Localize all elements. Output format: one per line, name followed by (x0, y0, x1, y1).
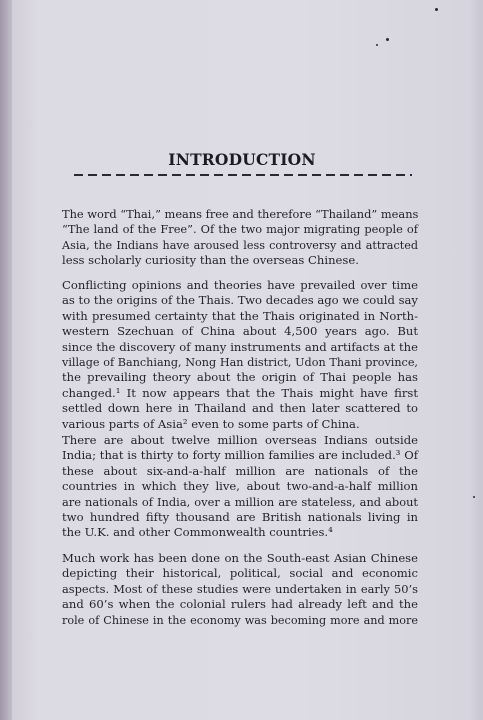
text-line: “The land of the Free”. Of the two major migrating people of (62, 222, 418, 237)
text-line: countries in which they live, about two-and-a-half million (62, 479, 418, 494)
text-line: with presumed certainty that the Thais originated in North- (62, 308, 418, 323)
paragraph-1 (62, 207, 418, 269)
ink-speck (435, 8, 438, 11)
ink-speck (473, 496, 475, 498)
text-line: Asia, the Indians have aroused less controversy and attracted (62, 238, 418, 252)
text-line: as to the origins of the Thais. Two decades ago we could say (62, 293, 418, 308)
text-line: since the discovery of many instruments and artifacts at the (62, 339, 418, 354)
text-line: less scholarly curiosity than the overseas Chinese. (62, 253, 359, 268)
text-line: western Szechuan of China about 4,500 years ago. But (62, 324, 418, 339)
text-line: There are about twelve million overseas Indians outside (62, 433, 418, 447)
chapter-heading: INTRODUCTION (168, 150, 316, 169)
text-line: Conflicting opinions and theories have prevailed over time (62, 278, 418, 292)
text-line: settled down here in Thailand and then later scattered to (62, 401, 418, 416)
ink-speck (376, 44, 378, 46)
paragraph-2 (62, 278, 418, 432)
heading-dashed-rule (74, 174, 412, 176)
paragraph-4 (62, 551, 418, 628)
text-line: the prevailing theory about the origin of Thai people has (62, 370, 418, 385)
paragraph-3 (62, 433, 418, 541)
text-line: aspects. Most of these studies were undertaken in early 50’s (62, 581, 418, 596)
text-line: The word “Thai,” means free and therefore “Thailand” means (62, 207, 419, 221)
text-line: role of Chinese in the economy was becoming more and more (62, 613, 418, 627)
text-line: are nationals of India, over a million are stateless, and about (62, 494, 418, 509)
text-line: India; that is thirty to forty million families are included.³ Of (62, 448, 418, 463)
text-line: various parts of Asia² even to some parts of China. (62, 416, 360, 431)
text-line: village of Banchiang, Nong Han district, Udon Thani province, (62, 356, 418, 370)
book-spine-shadow (0, 0, 12, 720)
text-line: the U.K. and other Commonwealth countries.⁴ (62, 525, 333, 540)
text-line: changed.¹ It now appears that the Thais might have first (62, 385, 418, 400)
text-line: two hundred fifty thousand are British nationals living in (62, 510, 418, 525)
text-line: Much work has been done on the South-east Asian Chinese (62, 551, 418, 565)
ink-speck (386, 38, 389, 41)
text-line: these about six-and-a-half million are nationals of the (62, 463, 418, 478)
text-line: depicting their historical, political, social and economic (62, 566, 418, 581)
text-line: and 60’s when the colonial rulers had already left and the (62, 597, 418, 612)
